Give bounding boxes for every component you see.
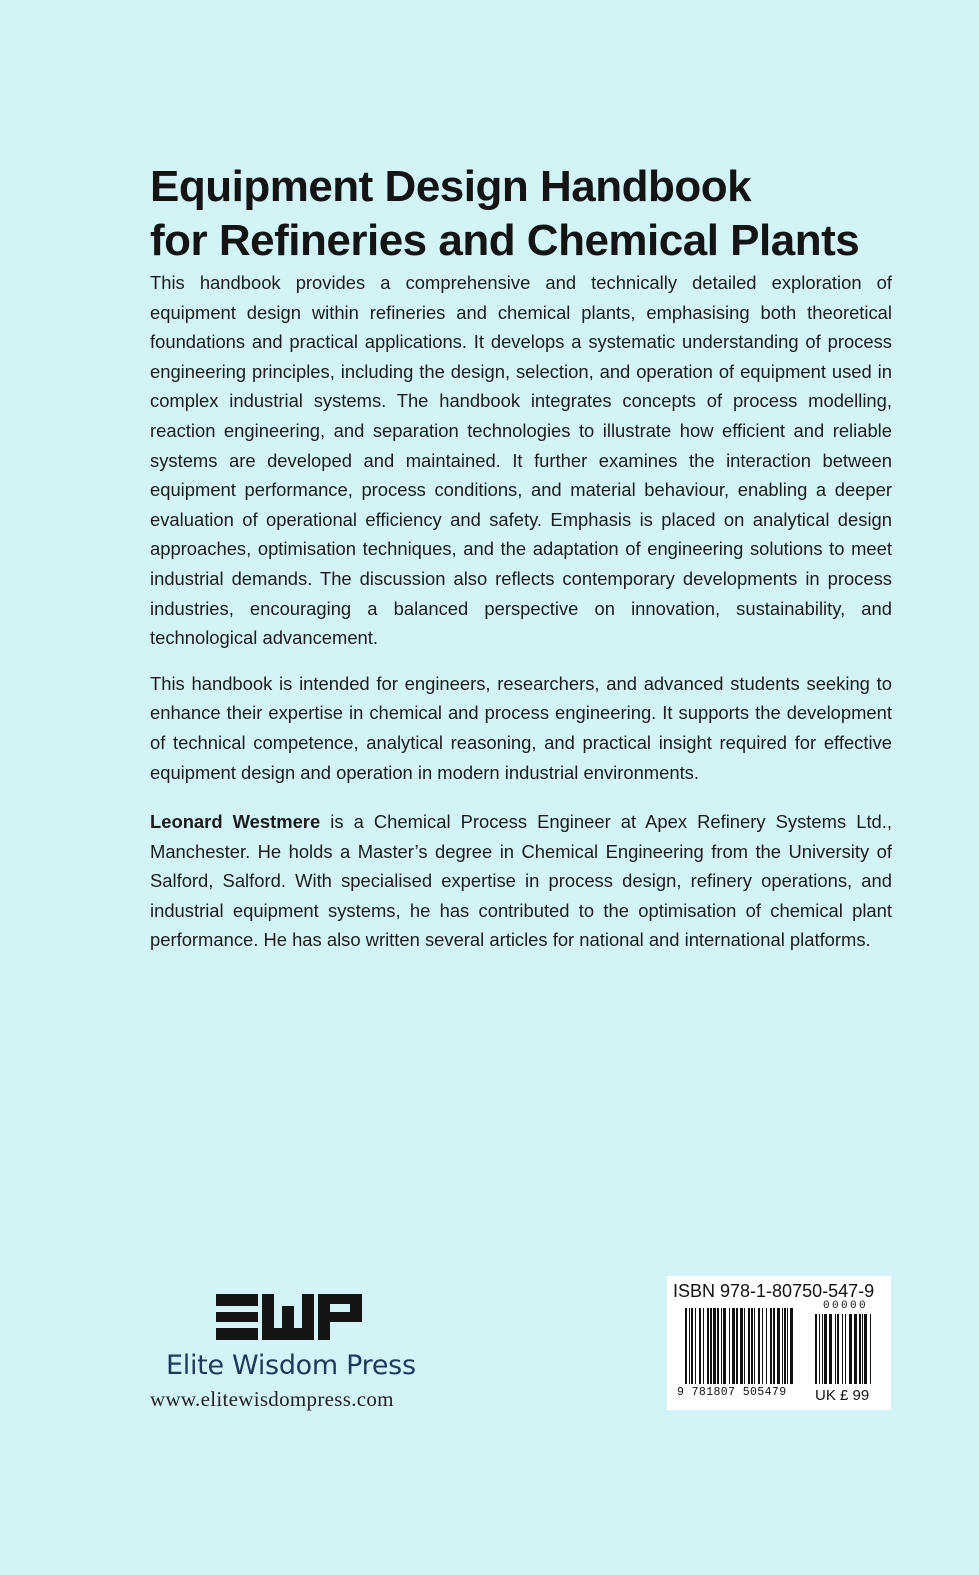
barcode-bar xyxy=(824,1314,827,1384)
publisher-logo xyxy=(150,1290,450,1420)
barcode-bar xyxy=(782,1308,783,1384)
barcode-bar xyxy=(685,1308,687,1384)
description-paragraph-2: This handbook is intended for engineers, researchers, and advanced students seeking to enhance their expertise in chemical and process engineering. It supports the development of technical competence, analytical reasoning, and practical insight required for effective equipment design and operation in modern industrial environments. xyxy=(150,672,892,783)
barcode-digits: 9 781807 505479 xyxy=(677,1386,787,1399)
barcode-bar xyxy=(790,1308,793,1384)
barcode-bar xyxy=(717,1308,719,1384)
barcode-bar xyxy=(815,1314,817,1384)
barcode-bar xyxy=(859,1314,861,1384)
barcode-bar xyxy=(787,1308,788,1384)
barcode-bar xyxy=(777,1308,780,1384)
barcode-bar xyxy=(819,1314,820,1384)
description-paragraph-1: This handbook provides a comprehensive and technically detailed exploration of equipment design within refineries and chemical plants, emphasising both theoretical foundations and practical applications. It develops a systematic understanding of process engineering principles, including the design, selection, and operation of equipment used in complex industrial systems. The handbook integrates concepts of process modelling, reaction engineering, and separation technologies to illustrate how efficient and reliable systems are developed and maintained. It further examines the interaction between equipment performance, process conditions, and material behaviour, enabling a deeper evaluation of operational efficiency and safety. Emphasis is placed on analytical design approaches, optimisation techniques, and the adaptation of engineering solutions to meet industrial demands. The discussion also reflects contemporary developments in process industries, encouraging a balanced perspective on innovation, sustainability, and technological advancement. xyxy=(150,272,892,649)
book-title-line-1: Equipment Design Handbook xyxy=(150,162,752,211)
publisher-name: Elite Wisdom Press xyxy=(166,1350,416,1381)
barcode-bar xyxy=(854,1314,857,1384)
barcode-bar xyxy=(758,1308,760,1384)
isbn-number: ISBN 978-1-80750-547-9 xyxy=(673,1281,875,1301)
barcode-addon-bars xyxy=(815,1314,875,1384)
price-label: UK £ 99 xyxy=(815,1387,870,1404)
barcode-bar xyxy=(729,1308,730,1384)
barcode-bar xyxy=(699,1308,701,1384)
barcode-bar xyxy=(835,1314,836,1384)
author-name: Leonard Westmere xyxy=(150,811,321,833)
book-title-line-2: for Refineries and Chemical Plants xyxy=(150,216,860,265)
barcode-bar xyxy=(842,1314,843,1384)
barcode-bar xyxy=(732,1308,735,1384)
barcode-bar xyxy=(723,1308,726,1384)
barcode-bar xyxy=(695,1308,696,1384)
barcode-bar xyxy=(766,1308,767,1384)
book-description xyxy=(150,268,892,971)
barcode-bar xyxy=(710,1308,712,1384)
barcode-bar xyxy=(703,1308,704,1384)
barcode-bar xyxy=(837,1314,839,1384)
barcode-bar xyxy=(762,1308,763,1384)
book-title xyxy=(150,160,910,268)
barcode-bar xyxy=(862,1314,863,1384)
author-bio-text: is a Chemical Process Engineer at Apex Refinery Systems Ltd., Manchester. He holds a Master’s degree in Chemical Engineering from the University of Salford, Salford. With specialised expertise in process design, refinery operations, and industrial equipment systems, he has contributed to the optimisation of chemical plant performance. He has also written several articles for national and international platforms. xyxy=(150,811,892,951)
barcode-bar xyxy=(744,1308,745,1384)
barcode-bar xyxy=(740,1308,743,1384)
barcode-bar xyxy=(748,1308,750,1384)
isbn-barcode xyxy=(667,1276,891,1410)
barcode-bar xyxy=(864,1314,867,1384)
barcode-bar xyxy=(773,1308,775,1384)
barcode-bars xyxy=(685,1308,799,1384)
barcode-bar xyxy=(721,1308,722,1384)
barcode-bar xyxy=(845,1314,846,1384)
barcode-bar xyxy=(829,1314,832,1384)
ewp-logo-icon xyxy=(216,1290,364,1344)
publisher-website: www.elitewisdompress.com xyxy=(150,1387,394,1411)
barcode-bar xyxy=(822,1314,823,1384)
barcode-bar xyxy=(849,1314,852,1384)
barcode-bar xyxy=(736,1308,738,1384)
barcode-bar xyxy=(689,1308,690,1384)
barcode-bar xyxy=(691,1308,693,1384)
barcode-bar xyxy=(870,1314,871,1384)
barcode-bar xyxy=(751,1308,753,1384)
barcode-bar xyxy=(754,1308,755,1384)
barcode-bar xyxy=(770,1308,772,1384)
barcode-addon-digits: 00000 xyxy=(823,1300,869,1312)
barcode-bar xyxy=(713,1308,716,1384)
barcode-bar xyxy=(784,1308,786,1384)
barcode-bar xyxy=(707,1308,709,1384)
author-bio xyxy=(150,807,892,955)
